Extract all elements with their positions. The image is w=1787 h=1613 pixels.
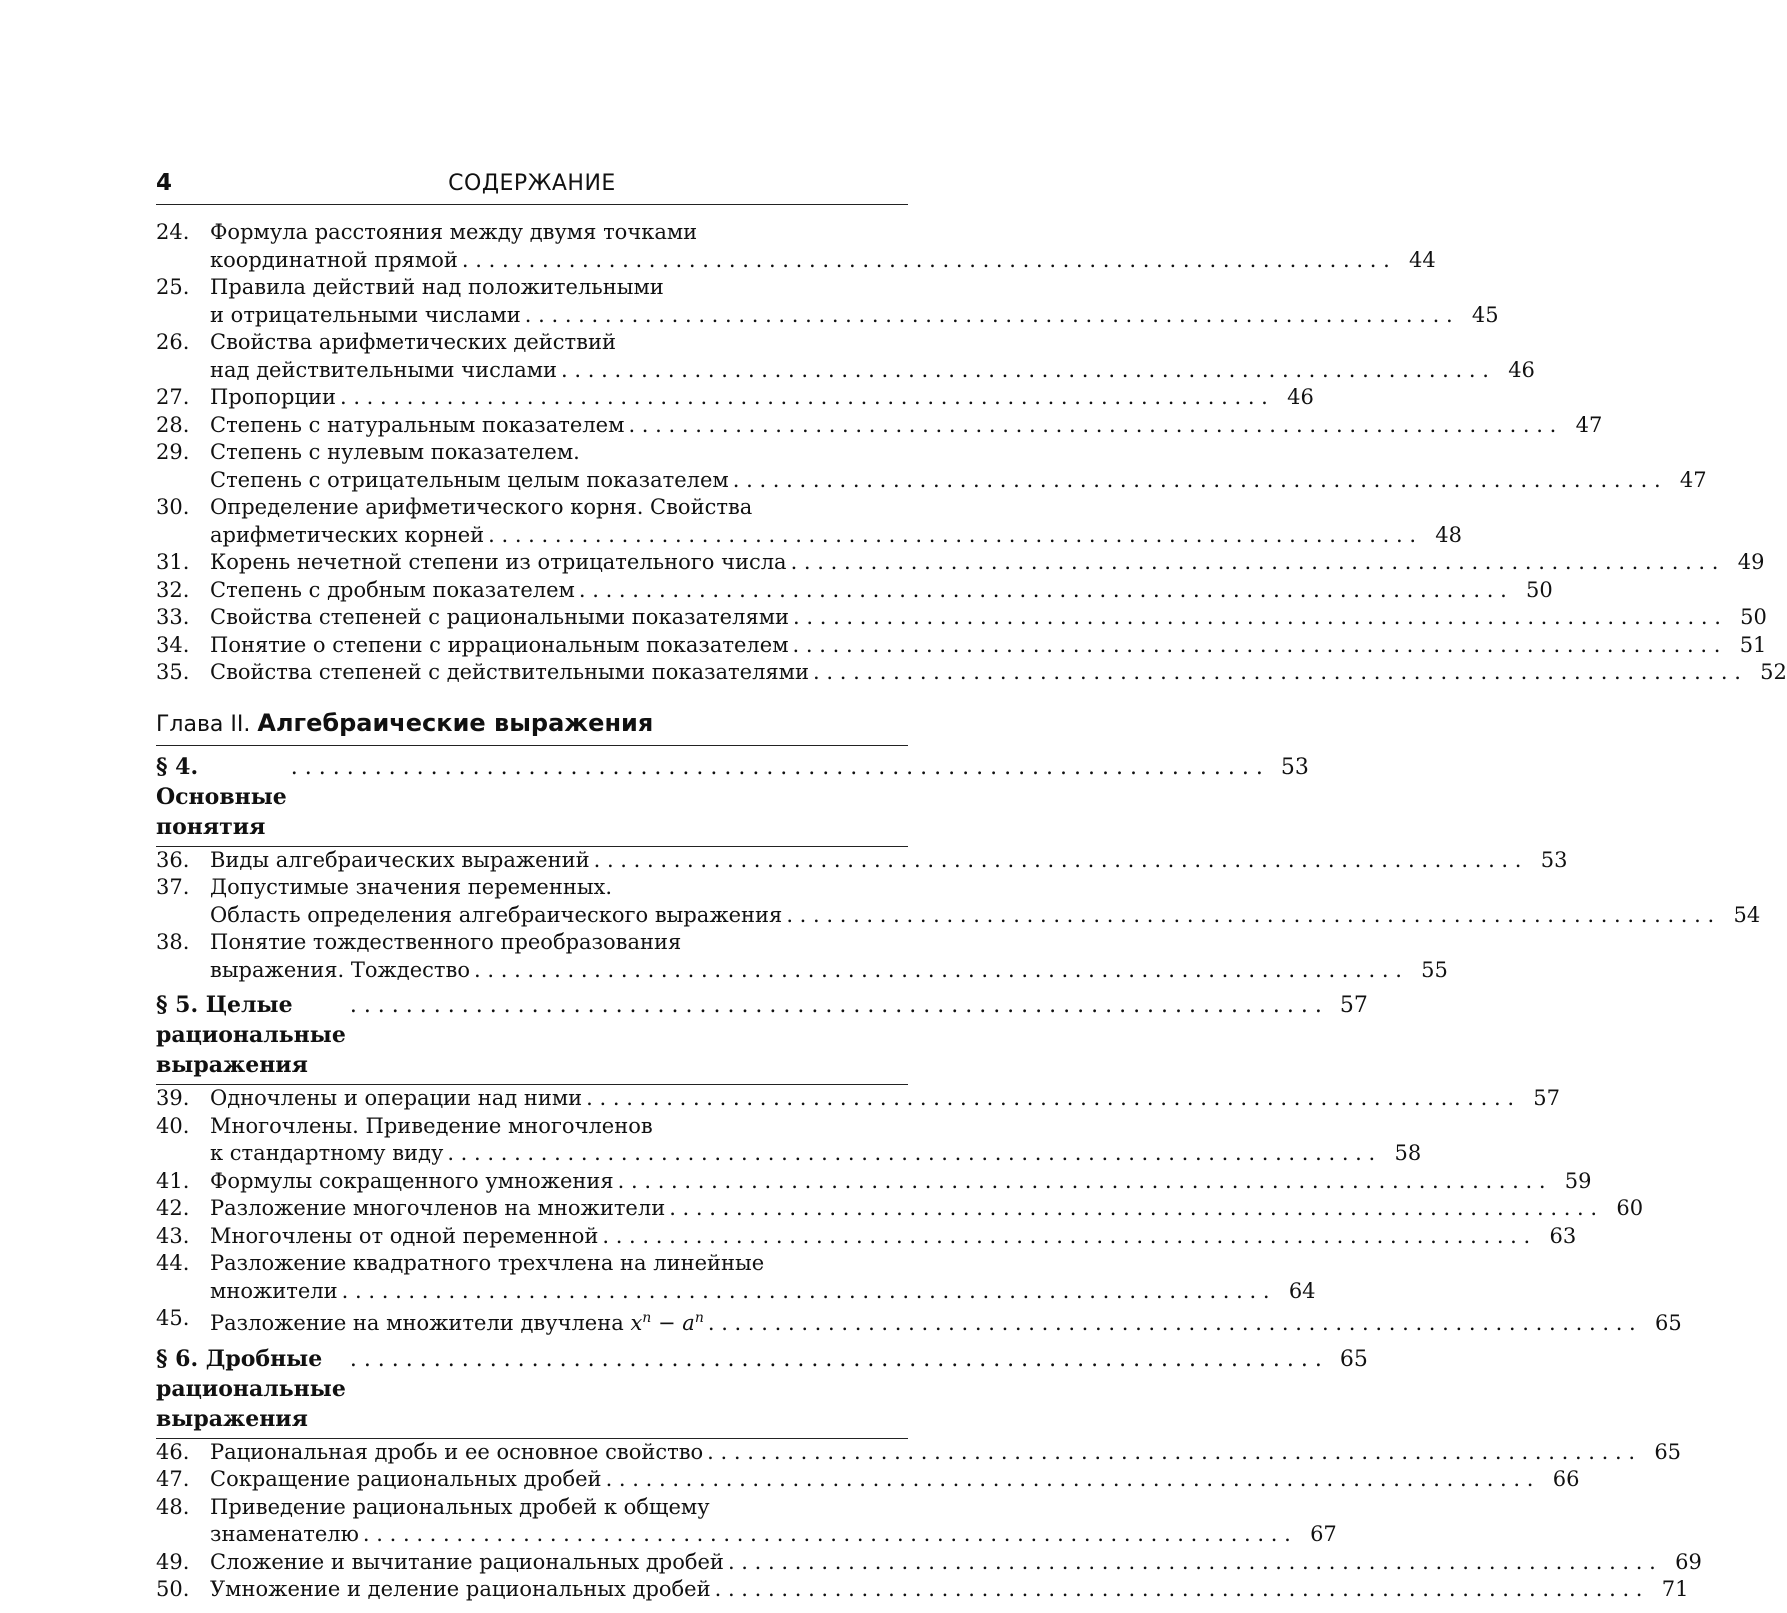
dot-leader <box>786 902 1714 930</box>
toc-entry[interactable] <box>156 494 1462 549</box>
toc-entry[interactable] <box>156 1576 1689 1604</box>
toc-entry[interactable] <box>156 874 1761 929</box>
entry-title: Область определения алгебраического выражения <box>210 902 783 927</box>
dot-leader <box>606 1466 1534 1494</box>
entry-title: Степень с натуральным показателем <box>210 412 625 437</box>
entry-page: 65 <box>1655 1311 1682 1335</box>
entry-title: над действительными числами <box>210 357 558 382</box>
entry-page: 50 <box>1740 605 1767 629</box>
entry-title: знаменателю <box>210 1522 359 1546</box>
entry-page: 54 <box>1733 902 1761 927</box>
section-page: 57 <box>1339 993 1368 1018</box>
entry-title: Сокращение рациональных дробей <box>210 1467 602 1491</box>
dot-leader <box>594 847 1522 875</box>
entry-number: 43. <box>156 1223 190 1248</box>
toc-group-section-5 <box>156 1085 1644 1305</box>
entry-title: Степень с отрицательным целым показателем <box>210 467 729 492</box>
dot-leader <box>708 1310 1636 1338</box>
toc-entry[interactable] <box>156 632 1767 660</box>
entry-title: Разложение на множители двучлена $x^n - a^n$ <box>210 1310 704 1335</box>
dot-leader <box>669 1195 1597 1223</box>
page-number: 4 <box>156 170 173 196</box>
entry-title: множители <box>210 1278 338 1303</box>
dot-leader <box>350 991 1322 1021</box>
dot-leader <box>618 1168 1546 1196</box>
dot-leader <box>579 577 1507 605</box>
dot-leader <box>488 522 1416 550</box>
section-page: 53 <box>1280 754 1309 780</box>
section-page: 65 <box>1339 1346 1368 1372</box>
page-header <box>156 158 908 205</box>
entry-title: Умножение и деление рациональных дробей <box>210 1577 711 1601</box>
entry-title: арифметических корней <box>210 522 485 547</box>
dot-leader <box>291 753 1263 783</box>
entry-title: Степень с дробным показателем <box>210 577 575 602</box>
entry-page: 66 <box>1552 1467 1580 1491</box>
dot-leader <box>707 1439 1635 1467</box>
entry-page: 65 <box>1654 1439 1682 1464</box>
entry-page: 44 <box>1409 247 1436 272</box>
entry-title: Свойства степеней с действительными показателями <box>210 660 810 684</box>
entry-number: 31. <box>156 550 190 574</box>
chapter-label: Глава II. <box>156 711 251 737</box>
entry-number: 29. <box>156 440 190 464</box>
entry-number: 24. <box>156 220 190 244</box>
toc-entry[interactable] <box>156 1168 1592 1196</box>
dot-leader <box>447 1140 1375 1168</box>
toc-entry[interactable] <box>156 1195 1644 1223</box>
entry-page: 52 <box>1760 660 1787 684</box>
toc-entry[interactable] <box>156 1494 1337 1549</box>
entry-page: 64 <box>1288 1278 1316 1303</box>
entry-title: координатной прямой <box>210 247 458 272</box>
entry-title: Многочлены от одной переменной <box>210 1223 599 1248</box>
dot-leader <box>340 384 1268 412</box>
entry-title: к стандартному виду <box>210 1141 444 1165</box>
dot-leader <box>793 604 1721 632</box>
entry-number: 49. <box>156 1549 190 1574</box>
toc-entry[interactable] <box>156 1113 1422 1168</box>
entry-page: 67 <box>1310 1522 1337 1546</box>
entry-title-line: Свойства арифметических действий <box>210 330 616 354</box>
entry-page: 59 <box>1564 1168 1592 1193</box>
entry-title: Понятие о степени с иррациональным показателем <box>210 632 789 657</box>
entry-page: 63 <box>1549 1223 1577 1248</box>
section-title: § 5. Целые рациональные выражения <box>156 992 346 1078</box>
entry-number: 41. <box>156 1168 190 1193</box>
dot-leader <box>342 1278 1270 1306</box>
entry-number: 30. <box>156 495 190 519</box>
entry-title: Одночлены и операции над ними <box>210 1086 583 1110</box>
toc-entry[interactable] <box>156 1439 1682 1467</box>
entry-page: 71 <box>1661 1577 1689 1601</box>
toc-entry[interactable] <box>156 604 1767 632</box>
section-title: § 4. Основные понятия <box>156 753 287 840</box>
entry-number: 44. <box>156 1251 190 1275</box>
entry-number: 26. <box>156 330 190 354</box>
toc-entry[interactable] <box>156 274 1499 329</box>
toc-entry[interactable] <box>156 1223 1577 1251</box>
toc-entry[interactable] <box>156 329 1535 384</box>
entry-number: 32. <box>156 577 190 602</box>
dot-leader <box>602 1223 1530 1251</box>
entry-number: 45. <box>156 1306 190 1330</box>
entry-title: Рациональная дробь и ее основное свойство <box>210 1439 704 1464</box>
dot-leader <box>793 632 1721 660</box>
entry-page: 53 <box>1540 847 1568 872</box>
dot-leader <box>350 1345 1322 1375</box>
dot-leader <box>628 412 1556 440</box>
chapter-heading <box>156 709 908 737</box>
dot-leader <box>715 1576 1643 1604</box>
entry-title-line: Степень с нулевым показателем. <box>210 440 580 464</box>
dot-leader <box>791 549 1719 577</box>
entry-page: 60 <box>1616 1196 1644 1220</box>
entry-number: 48. <box>156 1494 190 1519</box>
toc-entry[interactable] <box>156 219 1436 274</box>
entry-page: 45 <box>1471 302 1499 327</box>
entry-title-line: Допустимые значения переменных. <box>210 875 613 899</box>
entry-number: 27. <box>156 385 190 409</box>
entry-page: 46 <box>1287 385 1314 409</box>
dot-leader <box>813 659 1741 687</box>
entry-page: 47 <box>1575 412 1603 437</box>
entry-title-line: Разложение квадратного трехчлена на линейные <box>210 1251 765 1275</box>
dot-leader <box>474 957 1402 985</box>
toc-entry[interactable] <box>156 929 1448 984</box>
section-6-heading[interactable] <box>156 1344 1368 1434</box>
entry-number: 46. <box>156 1439 190 1464</box>
toc-entry[interactable] <box>156 1250 1316 1305</box>
dot-leader <box>462 247 1390 275</box>
dot-leader <box>561 357 1489 385</box>
toc-group-section-6 <box>156 1439 1702 1604</box>
entry-number: 37. <box>156 875 190 899</box>
entry-number: 47. <box>156 1467 190 1491</box>
toc-entry[interactable] <box>156 847 1568 875</box>
entry-number: 50. <box>156 1577 190 1601</box>
dot-leader <box>733 467 1661 495</box>
toc-entry[interactable] <box>156 659 1787 687</box>
entry-number: 25. <box>156 275 190 299</box>
toc-entry[interactable] <box>156 384 1314 412</box>
entry-number: 28. <box>156 412 190 437</box>
toc-entry[interactable] <box>156 1549 1702 1577</box>
entry-title: Сложение и вычитание рациональных дробей <box>210 1549 724 1574</box>
running-title: СОДЕРЖАНИЕ <box>448 171 616 196</box>
toc-entry[interactable] <box>156 549 1765 577</box>
entry-title: Пропорции <box>210 385 336 409</box>
entry-title: Свойства степеней с рациональными показателями <box>210 605 790 629</box>
entry-title: Корень нечетной степени из отрицательного числа <box>210 550 787 574</box>
toc-entry[interactable] <box>156 1466 1580 1494</box>
entry-page: 50 <box>1526 577 1553 602</box>
toc-entry[interactable] <box>156 1085 1561 1113</box>
entry-number: 36. <box>156 847 190 872</box>
chapter-divider <box>156 745 908 746</box>
entry-number: 38. <box>156 930 190 954</box>
entry-title-line: Правила действий над положительными <box>210 275 664 299</box>
dot-leader <box>728 1549 1656 1577</box>
chapter-title: Алгебраические выражения <box>257 708 654 737</box>
entry-title: и отрицательными числами <box>210 302 521 327</box>
entry-page: 58 <box>1394 1141 1422 1165</box>
entry-title-line: Понятие тождественного преобразования <box>210 930 682 954</box>
dot-leader <box>363 1521 1291 1549</box>
entry-title: Разложение многочленов на множители <box>210 1196 666 1220</box>
toc-entry[interactable] <box>156 439 1707 494</box>
entry-page: 49 <box>1737 550 1765 574</box>
entry-number: 35. <box>156 660 190 684</box>
entry-title: выражения. Тождество <box>210 957 471 982</box>
entry-page: 51 <box>1739 632 1767 657</box>
section-4-heading[interactable] <box>156 752 1309 842</box>
toc-group-chapter-1 <box>156 219 1787 687</box>
entry-page: 48 <box>1435 522 1462 547</box>
entry-page: 46 <box>1508 357 1535 382</box>
toc-group-section-4 <box>156 847 1761 985</box>
entry-title-line: Формула расстояния между двумя точками <box>210 220 698 244</box>
entry-page: 55 <box>1421 957 1448 982</box>
entry-page: 47 <box>1679 467 1707 492</box>
section-5-heading[interactable] <box>156 990 1368 1080</box>
dot-leader <box>586 1085 1514 1113</box>
toc-entry[interactable] <box>156 412 1603 440</box>
entry-number: 34. <box>156 632 190 657</box>
dot-leader <box>525 302 1453 330</box>
table-of-contents <box>156 219 1787 1604</box>
entry-title: Формулы сокращенного умножения <box>210 1168 614 1193</box>
entry-number: 39. <box>156 1086 190 1110</box>
entry-title: Виды алгебраических выражений <box>210 847 590 872</box>
entry-number: 40. <box>156 1113 190 1138</box>
toc-entry-45[interactable] <box>156 1305 1682 1338</box>
toc-page <box>156 158 1787 1604</box>
toc-entry[interactable] <box>156 577 1553 605</box>
entry-title-line: Определение арифметического корня. Свойства <box>210 495 753 519</box>
entry-page: 57 <box>1533 1086 1561 1110</box>
entry-number: 33. <box>156 605 190 629</box>
entry-number: 42. <box>156 1196 190 1220</box>
section-title: § 6. Дробные рациональные выражения <box>156 1345 346 1432</box>
entry-page: 69 <box>1675 1549 1702 1574</box>
entry-title-line: Приведение рациональных дробей к общему <box>210 1494 710 1519</box>
entry-title-line: Многочлены. Приведение многочленов <box>210 1113 653 1138</box>
